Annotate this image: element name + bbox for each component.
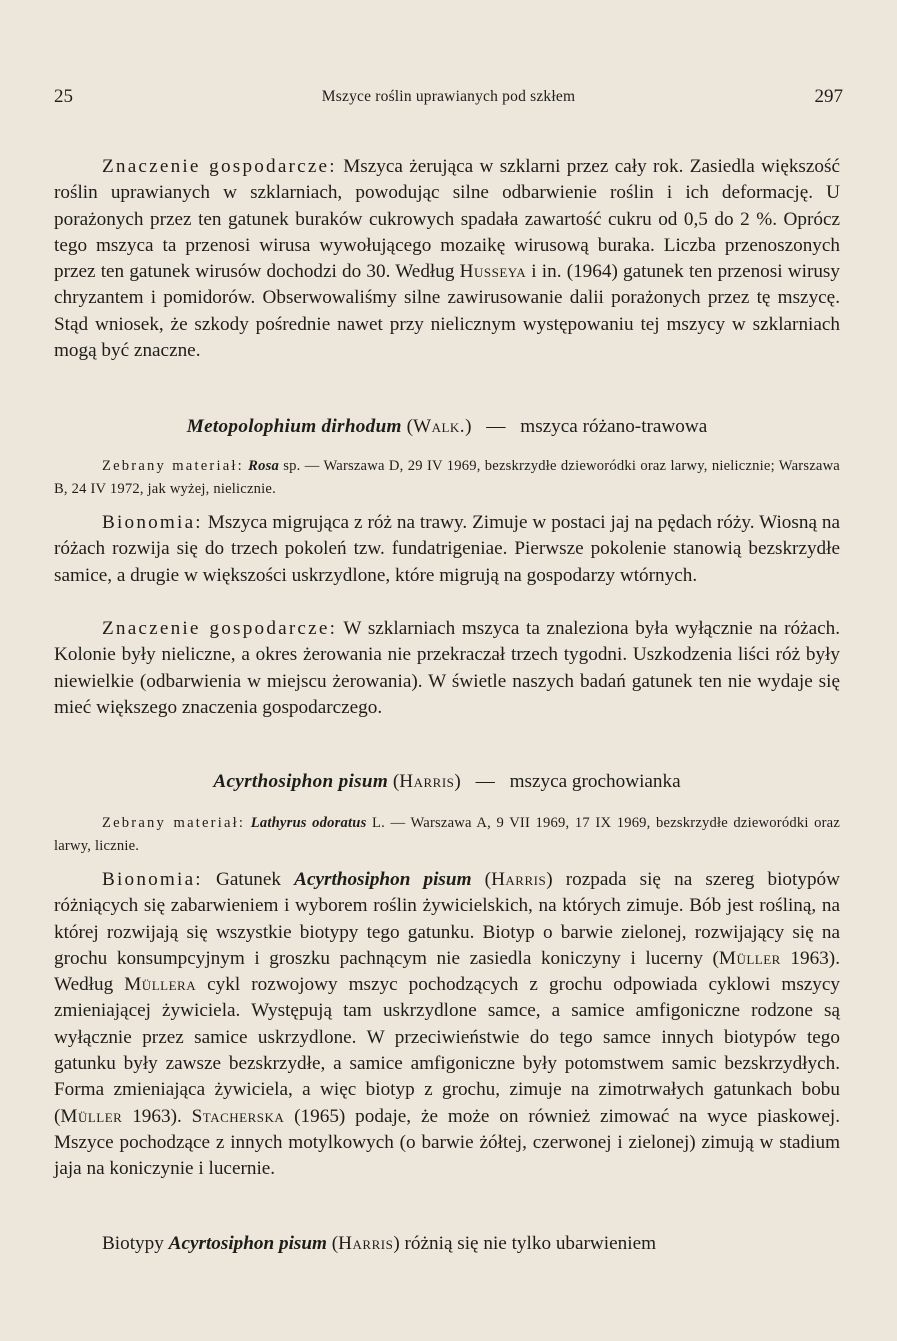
author-open: ( [406, 416, 413, 437]
biotypes-paragraph [54, 1231, 840, 1257]
paragraph-text: 1963). [122, 1105, 192, 1127]
material-text: L. — Warszawa A, 9 VII 1969, 17 IX 1969, bezskrzydłe dzieworódki oraz larwy, licznie. [54, 815, 840, 854]
section-heading: Znaczenie gospodarcze: [102, 618, 338, 639]
page-number: 297 [814, 86, 843, 107]
paragraph-text: cykl rozwojowy mszyc pochodzących z grochu odpowiada cyklowi mszycy zmieniającej żywiciela. Występują tam uskrzydlone samce, a samice amfigoniczne rodzone są wyłącznie przez samice uskrzydlone. W przeciwieństwie do tego samce innych biotypów tego gatunku były zawsze bezskrzydłe, a samice amfigoniczne były potomstwem samic bezskrzydłych. Forma zmieniająca żywiciela, a więc biotyp z grochu, zimuje na zimotrwałych gatunkach bobu ( [54, 974, 841, 1127]
paragraph-text: Mszyca migrująca z róż na trawy. Zimuje w postaci jaj na pędach róży. Wiosną na różach rozwija się do trzech pokoleń tzw. fundatrigeniae. Pierwsze pokolenie stanowią bezskrzydłe samice, a drugie w większości uskrzydlone, które migrują na gospodarzy wtórnych. [54, 512, 840, 586]
header-left-number: 25 [54, 86, 73, 107]
material-text: sp. — Warszawa D, 29 IV 1969, bezskrzydłe dzieworódki oraz larwy, nielicznie; Warszawa B, 24 IV 1972, jak wyżej, nielicznie. [54, 458, 840, 497]
species-common-name: mszyca różano-trawowa [520, 416, 708, 437]
title-dash: — [475, 771, 495, 792]
species-latin-name: Metopolophium dirhodum [186, 416, 402, 437]
title-dash: — [486, 416, 506, 437]
collected-material-2 [54, 812, 840, 858]
author-close: ) [454, 771, 461, 792]
bionomia-paragraph [54, 510, 840, 589]
paragraph-text: ( [471, 869, 492, 890]
paragraph-text: Mszyca żerująca w szklarni przez cały rok. Zasiedla większość roślin uprawianych w szklarniach, powodując silne odbarwienie roślin i ich deformację. U porażonych przez ten gatunek buraków cukrowych spadała zawartość cukru od 0,5 do 2 %. Oprócz tego mszyca ta przenosi wirusa wywołującego mozaikę wirusową buraka. Liczba przenoszonych przez ten gatunek wirusów dochodzi do 30. Według [54, 156, 840, 283]
economic-importance-paragraph [54, 154, 840, 364]
species-author: Harris [399, 771, 455, 792]
paragraph-text: 1963). Według [54, 947, 840, 996]
species-latin-name: Acyrtosiphon pisum [168, 1233, 327, 1254]
economic-importance-paragraph-2 [54, 616, 840, 721]
paragraph-text: ( [326, 1233, 339, 1254]
paragraph-text: i in. (1964) gatunek ten przenosi wirusy chryzantem i pomidorów. Obserwowaliśmy silne zawirusowanie dalii porażonych przez tę mszycę. Stąd wniosek, że szkody pośrednie nawet przy nielicznym występowaniu tej mszycy w szklarniach mogą być znaczne. [54, 261, 840, 362]
author-name: Müllera [124, 974, 197, 996]
paragraph-text: (1965) podaje, że może on również zimować na wyce piaskowej. Mszyce pochodzące z innych motylkowych (o barwie żółtej, czerwonej i zielonej) zimują w stadium jaja na koniczynie i lucernie. [54, 1105, 841, 1180]
species-latin-name: Acyrthosiphon pisum [213, 771, 389, 792]
paragraph-text: Biotypy [102, 1233, 169, 1254]
paragraph-text: ) rozpada się na szereg biotypów różniących się zabarwieniem i wyborem roślin żywicielskich, na których zimuje. Bób jest rośliną, na której rozwijają się wszystkie biotypy tego gatunku. Biotyp o barwie zielonej, rozwijający się na grochu konsumpcyjnym i groszku pachnącym nie zasiedla koniczyny i lucerny ( [54, 869, 840, 969]
author-close: ) [465, 416, 472, 437]
material-heading: Zebrany materiał: [102, 458, 244, 474]
host-latin-name: Rosa [248, 458, 279, 474]
species-title-2 [54, 769, 840, 795]
paragraph-text: Gatunek [215, 869, 295, 890]
author-name: Müller [718, 947, 781, 969]
paragraph-text: W szklarniach mszyca ta znaleziona była wyłącznie na różach. Kolonie były nieliczne, a okres żerowania nie przekraczał trzech tygodni. Uszkodzenia liści róż były niewielkie (odbarwienia w miejscu żerowania). W świetle naszych badań gatunek ten nie wydaje się mieć większego znaczenia gospodarczego. [54, 618, 840, 718]
bionomia-paragraph-2 [54, 867, 840, 1183]
author-open: ( [392, 771, 400, 792]
species-title [54, 414, 840, 440]
bionomia-heading: Bionomia: [102, 869, 203, 890]
author-name: Müller [60, 1105, 123, 1127]
species-latin-name: Acyrthosiphon pisum [294, 869, 472, 890]
running-header [54, 86, 843, 116]
running-title: Mszyce roślin uprawianych pod szkłem [321, 88, 576, 105]
bionomia-heading: Bionomia: [102, 512, 203, 533]
collected-material [54, 455, 840, 501]
author-name: Husseya [459, 261, 527, 283]
author-name: Harris [338, 1233, 394, 1254]
host-latin-name: Lathyrus odoratus [250, 815, 367, 831]
author-name: Stacherska [191, 1105, 285, 1127]
species-author: Walk. [412, 416, 466, 437]
paragraph-text: ) różnią się nie tylko ubarwieniem [393, 1233, 657, 1254]
author-name: Harris [491, 869, 547, 890]
section-heading: Znaczenie gospodarcze: [102, 156, 337, 177]
material-heading: Zebrany materiał: [102, 815, 246, 831]
species-common-name: mszyca grochowianka [509, 771, 681, 792]
